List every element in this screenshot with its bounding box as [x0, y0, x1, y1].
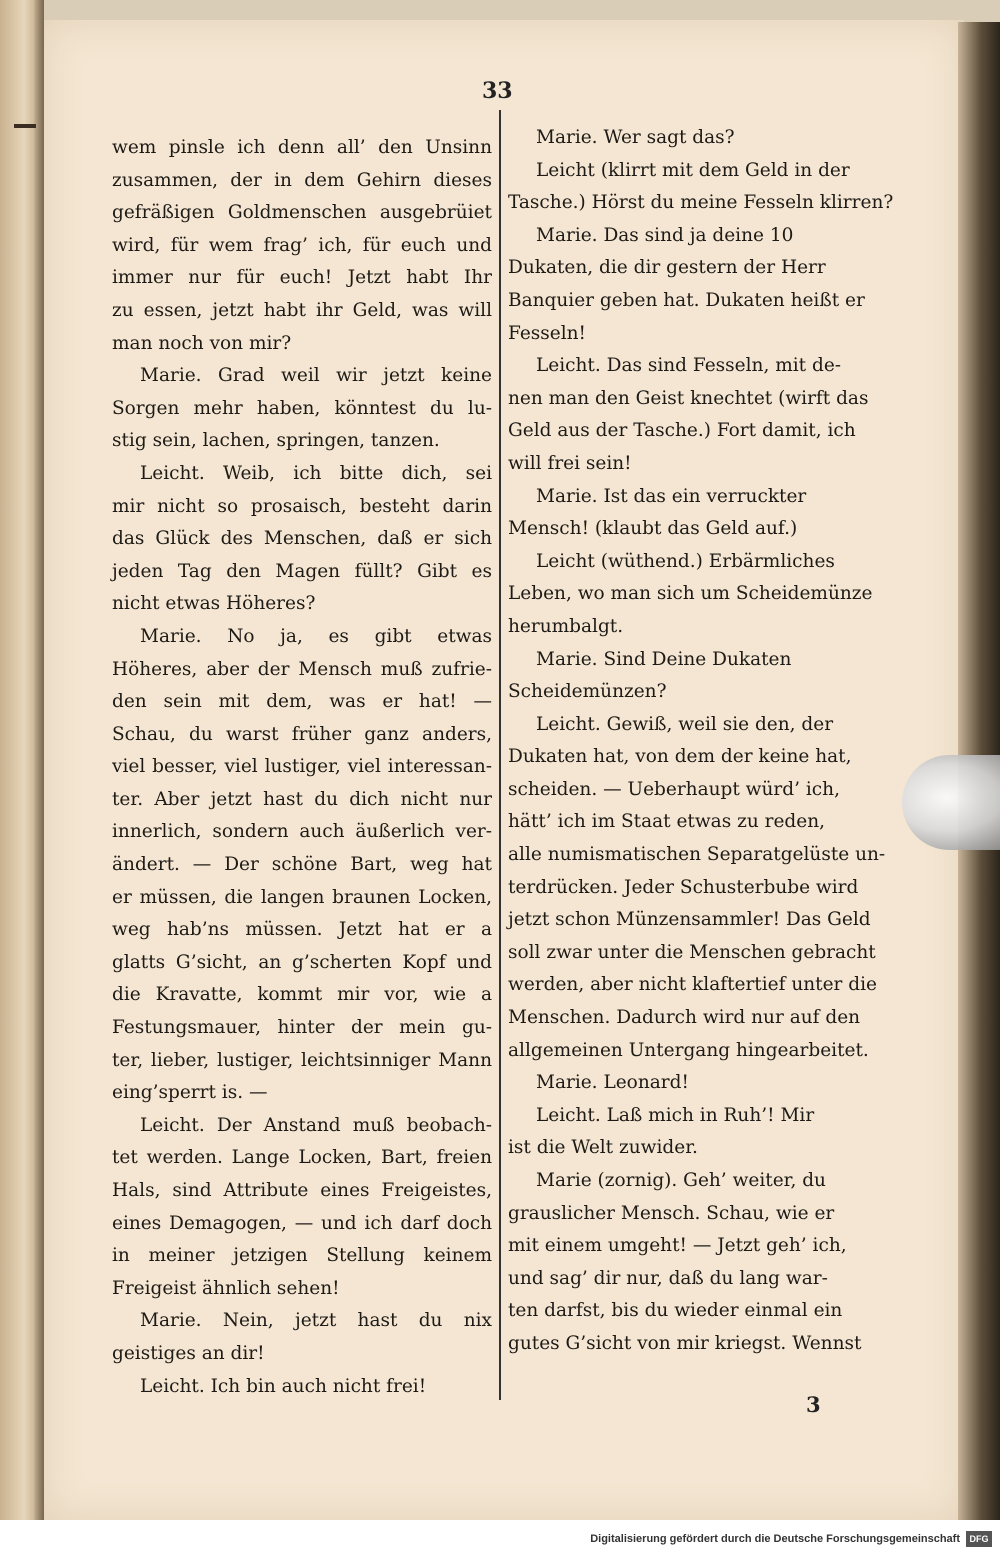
text-line: zusammen, der in dem Gehirn dieses: [112, 169, 492, 191]
text-line: in meiner jetzigen Stellung keinem: [112, 1245, 492, 1267]
text-line: jeden Tag den Magen füllt? Gibt es: [112, 560, 492, 582]
signature-mark: 3: [806, 1392, 821, 1417]
text-line: Leicht. Der Anstand muß beobach-: [140, 1114, 492, 1136]
page-number: 33: [482, 78, 513, 104]
text-line: Dukaten hat, von dem der keine hat,: [508, 746, 852, 768]
text-line: Höheres, aber der Mensch muß zufrie-: [112, 658, 492, 680]
text-line: hätt’ ich im Staat etwas zu reden,: [508, 811, 826, 833]
text-line: Mensch! (klaubt das Geld auf.): [508, 518, 798, 540]
text-line: Leicht. Gewiß, weil sie den, der: [536, 713, 834, 735]
text-line: Scheidemünzen?: [508, 681, 667, 703]
text-line: den sein mit dem, was er hat! —: [112, 691, 492, 713]
text-line: Marie. Wer sagt das?: [536, 127, 735, 148]
text-line: grauslicher Mensch. Schau, wie er: [508, 1202, 835, 1224]
text-line: werden, aber nicht klaftertief unter die: [508, 974, 877, 996]
text-line: Leicht (klirrt mit dem Geld in der: [536, 159, 850, 181]
text-line: Tasche.) Hörst du meine Fesseln klirren?: [508, 192, 894, 214]
text-line: Freigeist ähnlich sehen!: [112, 1277, 340, 1299]
text-line: Hals, sind Attribute eines Freigeistes,: [112, 1180, 492, 1201]
text-line: alle numismatischen Separatgelüste un-: [508, 844, 886, 866]
text-line: innerlich, sondern auch äußerlich ver-: [112, 821, 492, 843]
text-line: nicht etwas Höheres?: [112, 593, 316, 615]
margin-mark: [14, 124, 36, 128]
text-line: geistiges an dir!: [112, 1342, 265, 1364]
text-line: mit einem umgeht! — Jetzt geh’ ich,: [508, 1235, 847, 1257]
text-line: herumbalgt.: [508, 615, 624, 637]
book-gutter: [34, 0, 44, 1553]
text-line: Sorgen mehr haben, könntest du lu-: [112, 397, 492, 419]
text-line: ter. Aber jetzt hast du dich nicht nur: [112, 788, 492, 810]
text-line: soll zwar unter die Menschen gebracht: [508, 941, 876, 963]
text-line: weg hab’ns müssen. Jetzt hat er a: [112, 919, 492, 941]
text-line: glatts G’sicht, an g’scherten Kopf und: [112, 951, 492, 973]
dfg-logo: DFG: [966, 1531, 992, 1547]
text-line: er müssen, die langen braunen Locken,: [112, 886, 492, 908]
text-line: Banquier geben hat. Dukaten heißt er: [508, 289, 865, 311]
text-line: viel besser, viel lustiger, viel interessan-: [112, 756, 492, 778]
text-line: Leicht. Das sind Fesseln, mit de-: [536, 355, 842, 377]
text-line: ist die Welt zuwider.: [508, 1137, 698, 1159]
text-line: wird, für wem frag’ ich, für euch und: [112, 234, 492, 256]
text-line: Marie. Sind Deine Dukaten: [536, 648, 792, 670]
text-line: ändert. — Der schöne Bart, weg hat: [112, 854, 492, 876]
text-line: Marie. Grad weil wir jetzt keine: [140, 365, 492, 387]
text-line: Marie. Leonard!: [536, 1072, 689, 1094]
facing-page-edge: [0, 0, 44, 1553]
text-line: Marie (zornig). Geh’ weiter, du: [536, 1170, 826, 1191]
text-line: stig sein, lachen, springen, tanzen.: [112, 430, 440, 452]
text-line: die Kravatte, kommt mir vor, wie a: [112, 984, 492, 1006]
text-line: ter, lieber, lustiger, leichtsinniger Mann: [112, 1049, 492, 1071]
text-line: nen man den Geist knechtet (wirft das: [508, 387, 869, 409]
text-line: und sag’ dir nur, daß du lang war-: [508, 1267, 828, 1289]
left-column: [112, 132, 492, 1403]
text-line: eing’sperrt is. —: [112, 1082, 268, 1104]
text-line: Marie. No ja, es gibt etwas: [140, 625, 492, 647]
text-line: Geld aus der Tasche.) Fort damit, ich: [508, 420, 856, 442]
text-line: Leicht. Ich bin auch nicht frei!: [140, 1375, 427, 1397]
text-line: gefräßigen Goldmenschen ausgebrüiet: [112, 202, 492, 224]
text-line: Marie. Nein, jetzt hast du nix: [140, 1310, 492, 1332]
text-line: Schau, du warst früher ganz anders,: [112, 723, 492, 745]
text-line: Dukaten, die dir gestern der Herr: [508, 257, 826, 279]
text-line: Leben, wo man sich um Scheidemünze: [508, 583, 873, 605]
text-line: allgemeinen Untergang hingearbeitet.: [508, 1039, 869, 1061]
text-line: immer nur für euch! Jetzt habt Ihr: [112, 267, 492, 289]
text-line: wem pinsle ich denn all’ den Unsinn: [112, 137, 492, 158]
text-line: will frei sein!: [508, 452, 632, 474]
text-line: gutes G’sicht von mir kriegst. Wennst: [508, 1332, 862, 1354]
column-divider: [499, 110, 501, 1400]
text-line: Marie. Ist das ein verruckter: [536, 485, 807, 507]
text-line: Marie. Das sind ja deine 10: [536, 224, 794, 246]
text-line: Menschen. Dadurch wird nur auf den: [508, 1007, 861, 1029]
text-line: terdrücken. Jeder Schusterbube wird: [508, 876, 859, 898]
text-line: zu essen, jetzt habt ihr Geld, was will: [112, 299, 492, 321]
text-line: jetzt schon Münzensammler! Das Geld: [508, 909, 871, 931]
right-column: [508, 122, 894, 1361]
text-line: man noch von mir?: [112, 332, 292, 354]
text-line: Leicht. Weib, ich bitte dich, sei: [140, 462, 492, 484]
scanner-thumb: [902, 755, 1000, 850]
text-line: ten darfst, bis du wieder einmal ein: [508, 1300, 843, 1322]
text-line: Leicht. Laß mich in Ruh’! Mir: [536, 1104, 815, 1126]
text-line: Leicht (wüthend.) Erbärmliches: [536, 550, 835, 572]
text-line: scheiden. — Ueberhaupt würd’ ich,: [508, 778, 840, 800]
text-line: Fesseln!: [508, 322, 586, 344]
text-line: eines Demagogen, — und ich darf doch: [112, 1212, 492, 1234]
text-line: mir nicht so prosaisch, besteht darin: [112, 495, 492, 517]
text-line: Festungsmauer, hinter der mein gu-: [112, 1017, 492, 1039]
footer-credit: Digitalisierung gefördert durch die Deutsche Forschungsgemeinschaft: [590, 1533, 960, 1545]
text-line: tet werden. Lange Locken, Bart, freien: [112, 1147, 492, 1169]
text-line: das Glück des Menschen, daß er sich: [112, 528, 492, 550]
